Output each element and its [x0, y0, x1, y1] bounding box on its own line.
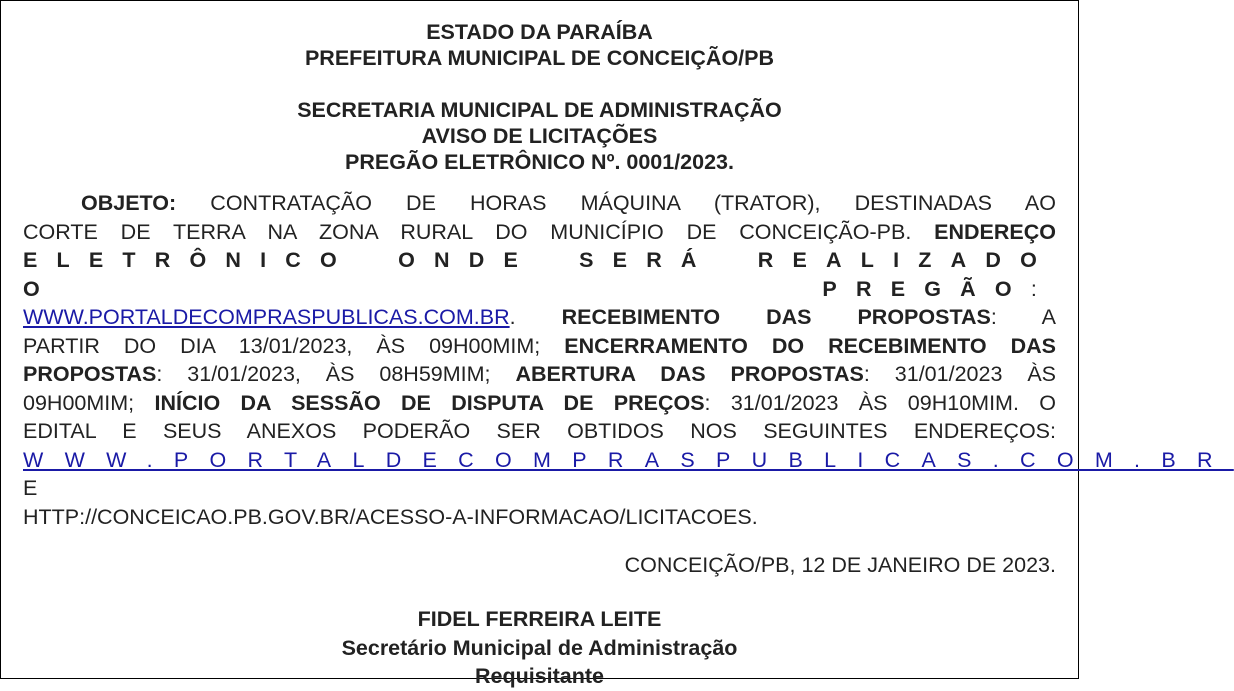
- signer-name: FIDEL FERREIRA LEITE: [417, 607, 662, 631]
- recebimento-text-1: : A: [990, 305, 1056, 329]
- recebimento-text-2: PARTIR DO DIA 13/01/2023, ÀS 09H00MIM;: [23, 333, 541, 358]
- signer-tag: Requisitante: [474, 664, 605, 688]
- header-block: [23, 19, 1056, 175]
- portal-link-1[interactable]: WWW.PORTALDECOMPRASPUBLICAS.COM.BR: [23, 305, 510, 329]
- e-text: E: [23, 476, 38, 500]
- endereco-label-2: ELETRÔNICO ONDE SERÁ REALIZADO O PREGÃO: [23, 248, 1056, 301]
- endereco-label-1: ENDEREÇO: [934, 219, 1056, 244]
- body-line-6: [23, 360, 1056, 389]
- state-title: ESTADO DA PARAÍBA: [426, 20, 653, 44]
- portal-link-3: HTTP://CONCEICAO.PB.GOV.BR/ACESSO-A-INFORMACAO/LICITACOES.: [23, 504, 758, 529]
- edital-text: EDITAL E SEUS ANEXOS PODERÃO SER OBTIDOS NOS SEGUINTES ENDEREÇOS:: [23, 419, 1056, 443]
- notice-body: [23, 189, 1234, 531]
- body-line-10: [23, 503, 1056, 532]
- abertura-label: ABERTURA DAS PROPOSTAS: [515, 362, 864, 386]
- encerramento-label-1: ENCERRAMENTO DO RECEBIMENTO DAS: [564, 333, 1056, 358]
- body-line-4: [23, 303, 1056, 332]
- period: .: [509, 305, 516, 329]
- abertura-text-2: 09H00MIM;: [23, 390, 135, 415]
- body-line-3: [23, 246, 1056, 303]
- inicio-label: INÍCIO DA SESSÃO DE DISPUTA DE PREÇOS: [154, 390, 705, 415]
- notice-title: AVISO DE LICITAÇÕES: [421, 124, 658, 148]
- city-hall-title: PREFEITURA MUNICIPAL DE CONCEIÇÃO/PB: [304, 46, 775, 70]
- body-line-5: [23, 332, 1056, 361]
- objeto-text-1: CONTRATAÇÃO DE HORAS MÁQUINA (TRATOR), DESTINADAS AO: [210, 191, 1056, 215]
- signer-role: Secretário Municipal de Administração: [341, 635, 738, 660]
- objeto-label: OBJETO:: [81, 191, 177, 215]
- body-line-7: [23, 389, 1056, 418]
- auction-title: PREGÃO ELETRÔNICO Nº. 0001/2023.: [344, 150, 734, 174]
- body-line-1: [23, 189, 1056, 218]
- objeto-text-2: CORTE DE TERRA NA ZONA RURAL DO MUNICÍPIO DE CONCEIÇÃO-PB.: [23, 219, 912, 244]
- recebimento-label: RECEBIMENTO DAS PROPOSTAS: [561, 305, 991, 329]
- body-line-8: [23, 417, 1056, 446]
- body-line-9: [23, 446, 1234, 503]
- encerramento-label-2: PROPOSTAS: [23, 362, 157, 386]
- inicio-text: : 31/01/2023 ÀS 09H10MIM. O: [704, 390, 1056, 415]
- date-line: CONCEIÇÃO/PB, 12 DE JANEIRO DE 2023.: [624, 553, 1056, 577]
- colon: :: [1030, 276, 1056, 301]
- secretariat-title: SECRETARIA MUNICIPAL DE ADMINISTRAÇÃO: [297, 98, 782, 122]
- portal-link-2[interactable]: WWW.PORTALDECOMPRASPUBLICAS.COM.BR: [23, 447, 1234, 472]
- signature-block: [23, 605, 1056, 691]
- abertura-text-1: : 31/01/2023 ÀS: [863, 362, 1056, 386]
- encerramento-text: : 31/01/2023, ÀS 08H59MIM;: [156, 362, 491, 386]
- body-line-2: [23, 218, 1056, 247]
